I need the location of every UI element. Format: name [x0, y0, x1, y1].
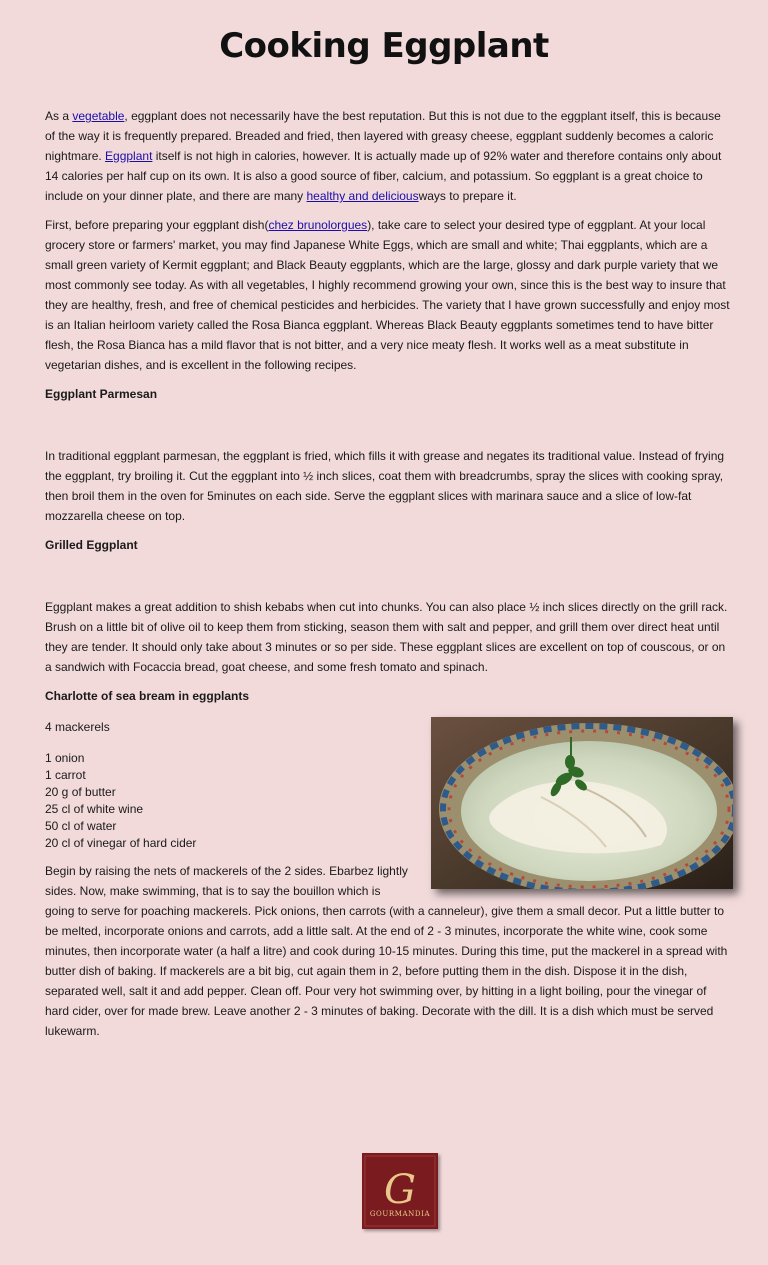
selection-text-2: ), take care to select your desired type of eggplant. At your local grocery store or farmers' market, you may find Japanese White Eggs, which are small and white; Thai eggplants, which are a small green variety of Kermit eggplant; and Black Beauty eggplants, which are the large, glossy and dark purple variety that we most commonly see today. As with all vegetables, I highly recommend growing your own, since this is the best way to insure that they are healthy, fresh, and free of chemical pesticides and herbicides. The variety that I have grown successfully and enjoy most is an Italian heirloom variety called the Rosa Bianca eggplant. Whereas Black Beauty eggplants sometimes tend to have bitter flesh, the Rosa Bianca has a mild flavor that is not bitter, and a very nice meaty flesh. It works well as a meat substitute in vegetarian dishes, and is excellent in the following recipes.	[45, 218, 730, 372]
grilled-heading: Grilled Eggplant	[45, 538, 138, 552]
intro-text-1: As a	[45, 109, 73, 123]
ingredient-item: 20 g of butter	[45, 785, 116, 799]
intro-paragraph	[45, 106, 733, 206]
chez-brunolorgues-link[interactable]: chez brunolorgues	[268, 218, 368, 232]
eggplant-link[interactable]: Eggplant	[105, 149, 153, 163]
selection-paragraph	[45, 215, 733, 375]
parmesan-heading: Eggplant Parmesan	[45, 387, 158, 401]
ingredient-item: 50 cl of water	[45, 819, 117, 833]
logo-wordmark: GOURMANDIA	[369, 1210, 431, 1218]
ingredient-item: 1 onion	[45, 751, 85, 765]
fish-dish-image	[431, 717, 733, 889]
parmesan-paragraph: In traditional eggplant parmesan, the eggplant is fried, which fills it with grease and negates its traditional value. Instead of frying the eggplant, try broiling it. Cut the eggplant into ½ inch slices, coat them with breadcrumbs, spray the slices with cooking spray, then broil them in the oven for 5minutes on each side. Serve the eggplant slices with marinara sauce and a slice of low-fat mozzarella cheese on top.	[45, 449, 725, 523]
intro-text-2: , eggplant does not necessarily have the best reputation. But this is not due to the eggplant itself, this is because of the way it is frequently prepared. Breaded and fried, then layered with greasy cheese, eggplant suddenly becomes a caloric nightmare.	[45, 109, 721, 163]
article-body	[45, 106, 733, 1050]
intro-text-4: ways to prepare it.	[418, 189, 517, 203]
gourmandia-logo	[362, 1153, 438, 1229]
servings-line: 4 mackerels	[45, 720, 110, 734]
page-title: Cooking Eggplant	[219, 26, 549, 66]
charlotte-heading: Charlotte of sea bream in eggplants	[45, 689, 250, 703]
logo-letter: G	[384, 1167, 416, 1213]
vegetable-link[interactable]: vegetable	[72, 109, 125, 123]
healthy-and-delicious-link[interactable]: healthy and delicious	[306, 189, 419, 203]
selection-text-1: First, before preparing your eggplant dish(	[45, 218, 269, 232]
grilled-paragraph: Eggplant makes a great addition to shish kebabs when cut into chunks. You can also place ½ inch slices directly on the grill rack. Brush on a little bit of olive oil to keep them from sticking, season them with salt and pepper, and grill them over direct heat until they are tender. It should only take about 3 minutes or so per side. These eggplant slices are excellent on top of couscous, or on a sandwich with Focaccia bread, goat cheese, and some fresh tomato and spinach.	[45, 600, 728, 674]
ingredient-item: 20 cl of vinegar of hard cider	[45, 836, 197, 850]
recipe-photo	[431, 717, 733, 889]
ingredient-item: 25 cl of white wine	[45, 802, 144, 816]
ingredient-item: 1 carrot	[45, 768, 86, 782]
intro-text-3: itself is not high in calories, however. It is actually made up of 92% water and therefore contains only about 14 calories per half cup on its own. It is also a good source of fiber, calcium, and potassium. So eggplant is a great choice to include on your dinner plate, and there are many	[45, 149, 722, 203]
method-paragraph: Begin by raising the nets of mackerels of the 2 sides. Ebarbez lightly sides. Now, make swimming, that is to say the bouillon which is going to serve for poaching mackerels. Pick onions, then carrots (with a canneleur), give them a small decor. Put a little butter to be melted, incorporate onions and carrots, add a little salt. At the end of 2 - 3 minutes, incorporate the white wine, cook some minutes, then incorporate water (a half a litre) and cook during 10-15 minutes. During this time, put the mackerel in a spread with butter dish of baking. If mackerels are a bit big, cut again them in 2, before putting them in the dish. Dispose it in the dish, separated well, salt it and add pepper. Clean off. Pour very hot swimming over, by hitting in a light boiling, pour the vinegar of hard cider, over for made brew. Leave another 2 - 3 minutes of baking. Decorate with the dill. It is a dish which must be served lukewarm.	[45, 864, 728, 1038]
